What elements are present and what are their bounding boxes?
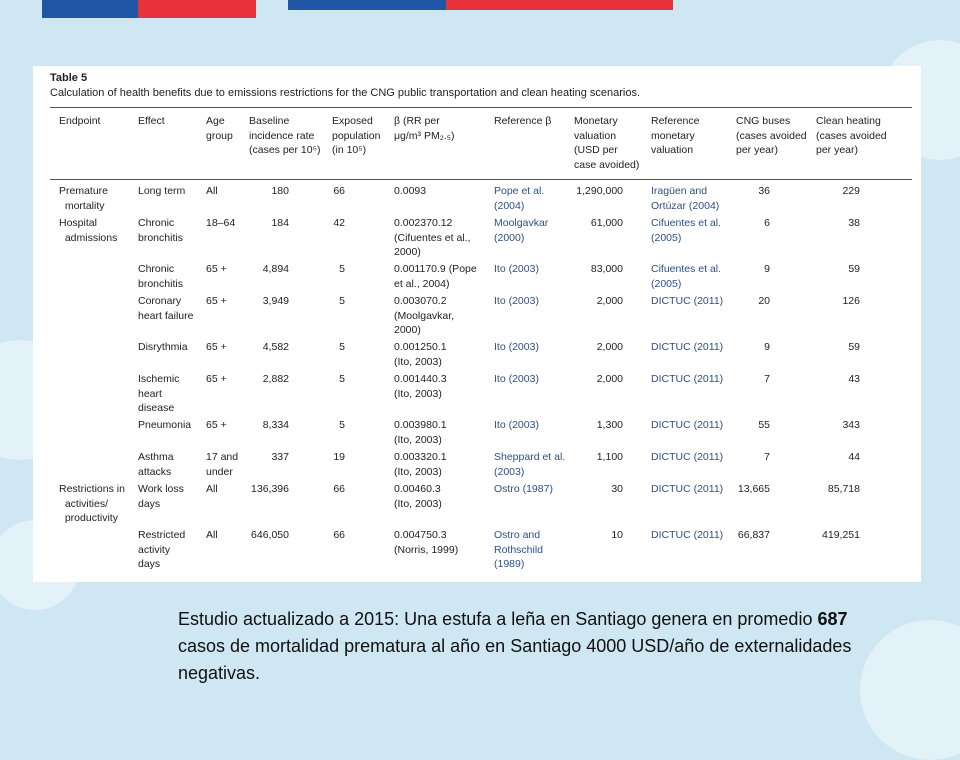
table-cell-ref-monetary: DICTUC (2011): [651, 451, 724, 463]
table-cell-monetary: 1,100: [596, 451, 623, 463]
table-cell-age: All: [206, 483, 218, 495]
table-cell-effect: Chronic bronchitis: [138, 263, 183, 290]
table-header-rule: [50, 179, 912, 180]
table-cell-ref-beta: Ito (2003): [494, 373, 539, 385]
table-cell-baseline: 184: [271, 217, 289, 229]
table-cell-ref-monetary: DICTUC (2011): [651, 373, 724, 385]
table-cell-heating: 85,718: [827, 483, 860, 495]
table-cell-age: All: [206, 529, 218, 541]
table-cell-beta: 0.002370.12 (Cifuentes et al., 2000): [394, 217, 471, 258]
table-cell-beta: 0.003320.1 (Ito, 2003): [394, 451, 447, 478]
column-header: β (RR per μg/m³ PM₂.₅): [394, 115, 455, 142]
note-text: Estudio actualizado a 2015: Una estufa a leña en Santiago genera en promedio: [178, 609, 818, 629]
table-cell-cng: 20: [758, 295, 770, 307]
table-cell-effect: Restricted activity days: [138, 529, 186, 570]
table-cell-age: 65 +: [206, 263, 227, 275]
table-cell-beta: 0.001170.9 (Pope et al., 2004): [394, 263, 477, 290]
note-text: casos de mortalidad prematura al año en Santiago 4000 USD/año de externalidades negativas.: [178, 636, 852, 683]
table-caption: Calculation of health benefits due to emissions restrictions for the CNG public transportation and clean heating scenarios.: [50, 87, 641, 99]
table-cell-ref-beta: Ito (2003): [494, 419, 539, 431]
table-cell-ref-beta: Ito (2003): [494, 341, 539, 353]
column-header: CNG buses (cases avoided per year): [736, 115, 807, 156]
column-header: Baseline incidence rate (cases per 10⁵): [249, 115, 321, 156]
table-cell-effect: Long term: [138, 185, 186, 197]
table-cell-exposed: 42: [333, 217, 345, 229]
table-cell-monetary: 1,300: [596, 419, 623, 431]
table-cell-baseline: 646,050: [251, 529, 289, 541]
column-header: Exposed population (in 10⁵): [332, 115, 381, 156]
column-header: Clean heating (cases avoided per year): [816, 115, 887, 156]
table-cell-baseline: 180: [271, 185, 289, 197]
table-cell-endpoint: Restrictions in activities/ productivity: [59, 483, 125, 524]
table-cell-ref-monetary: Cifuentes et al. (2005): [651, 263, 722, 290]
table-cell-baseline: 2,882: [262, 373, 289, 385]
table-cell-beta: 0.003070.2 (Moolgavkar, 2000): [394, 295, 455, 336]
table-cell-ref-monetary: DICTUC (2011): [651, 529, 724, 541]
table-cell-baseline: 337: [271, 451, 289, 463]
table-cell-effect: Asthma attacks: [138, 451, 174, 478]
table-label: Table 5: [50, 72, 88, 84]
header-bar-red: [446, 0, 673, 10]
table-cell-ref-monetary: Cifuentes et al. (2005): [651, 217, 722, 244]
table-cell-heating: 44: [848, 451, 860, 463]
column-header: Age group: [206, 115, 233, 142]
table-cell-exposed: 5: [339, 263, 345, 275]
table-cell-cng: 6: [764, 217, 770, 229]
table-cell-cng: 7: [764, 451, 770, 463]
table-cell-baseline: 4,894: [262, 263, 289, 275]
table-cell-heating: 59: [848, 341, 860, 353]
table-cell-monetary: 83,000: [590, 263, 623, 275]
table-cell-monetary: 2,000: [596, 341, 623, 353]
table-cell-cng: 9: [764, 341, 770, 353]
table-cell-effect: Ischemic heart disease: [138, 373, 180, 414]
table-cell-baseline: 8,334: [262, 419, 289, 431]
table-cell-exposed: 5: [339, 373, 345, 385]
column-header: Effect: [138, 115, 165, 127]
table-cell-ref-monetary: DICTUC (2011): [651, 295, 724, 307]
summary-note: [178, 606, 878, 687]
column-header: Reference β: [494, 115, 552, 127]
table-cell-baseline: 136,396: [251, 483, 289, 495]
column-header: Endpoint: [59, 115, 101, 127]
table-top-rule: [50, 107, 912, 108]
table-cell-ref-beta: Ito (2003): [494, 295, 539, 307]
table-cell-ref-beta: Ostro and Rothschild (1989): [494, 529, 544, 570]
table-cell-age: 18–64: [206, 217, 236, 229]
table-cell-endpoint: Premature mortality: [59, 185, 109, 212]
note-highlight: 687: [817, 609, 848, 629]
table-cell-effect: Chronic bronchitis: [138, 217, 183, 244]
table-cell-baseline: 4,582: [262, 341, 289, 353]
table-cell-heating: 229: [842, 185, 860, 197]
table-cell-ref-beta: Sheppard et al. (2003): [494, 451, 566, 478]
table-cell-exposed: 5: [339, 295, 345, 307]
table-cell-baseline: 3,949: [262, 295, 289, 307]
table-cell-ref-beta: Moolgavkar (2000): [494, 217, 549, 244]
table-cell-heating: 419,251: [822, 529, 860, 541]
table-cell-exposed: 5: [339, 419, 345, 431]
table-cell-ref-beta: Ostro (1987): [494, 483, 553, 495]
table-cell-effect: Pneumonia: [138, 419, 192, 431]
table-cell-beta: 0.001440.3 (Ito, 2003): [394, 373, 447, 400]
table-cell-beta: 0.004750.3 (Norris, 1999): [394, 529, 459, 556]
table-cell-age: 65 +: [206, 295, 227, 307]
table-cell-age: 65 +: [206, 341, 227, 353]
table-cell-monetary: 10: [611, 529, 623, 541]
table-cell-beta: 0.0093: [394, 185, 427, 197]
table-cell-age: 65 +: [206, 373, 227, 385]
table-cell-monetary: 1,290,000: [576, 185, 623, 197]
table-cell-ref-beta: Pope et al. (2004): [494, 185, 545, 212]
table-cell-cng: 36: [758, 185, 770, 197]
table-cell-exposed: 66: [333, 185, 345, 197]
table-cell-cng: 7: [764, 373, 770, 385]
table-cell-monetary: 2,000: [596, 373, 623, 385]
table-cell-ref-monetary: DICTUC (2011): [651, 483, 724, 495]
table-cell-cng: 66,837: [737, 529, 770, 541]
header-bar-blue: [42, 0, 138, 18]
table-cell-exposed: 5: [339, 341, 345, 353]
table-cell-age: 65 +: [206, 419, 227, 431]
table-cell-effect: Work loss days: [138, 483, 184, 510]
column-header: Monetary valuation (USD per case avoided): [574, 115, 640, 171]
table-cell-exposed: 66: [333, 483, 345, 495]
table-cell-beta: 0.00460.3 (Ito, 2003): [394, 483, 442, 510]
table-cell-beta: 0.003980.1 (Ito, 2003): [394, 419, 447, 446]
table-cell-cng: 13,665: [737, 483, 770, 495]
table-cell-heating: 126: [842, 295, 860, 307]
header-bar-blue: [288, 0, 446, 10]
table-cell-age: All: [206, 185, 218, 197]
table-cell-effect: Coronary heart failure: [138, 295, 194, 322]
table-cell-age: 17 and under: [206, 451, 239, 478]
table-cell-heating: 59: [848, 263, 860, 275]
table-cell-endpoint: Hospital admissions: [59, 217, 118, 244]
column-header: Reference monetary valuation: [651, 115, 700, 156]
table-cell-ref-monetary: Iragüen and Ortúzar (2004): [651, 185, 720, 212]
table-cell-monetary: 30: [611, 483, 623, 495]
table-cell-effect: Disrythmia: [138, 341, 188, 353]
table-cell-beta: 0.001250.1 (Ito, 2003): [394, 341, 447, 368]
table-cell-monetary: 2,000: [596, 295, 623, 307]
table-cell-cng: 9: [764, 263, 770, 275]
table-cell-heating: 343: [842, 419, 860, 431]
table-cell-heating: 43: [848, 373, 860, 385]
table-cell-ref-monetary: DICTUC (2011): [651, 419, 724, 431]
table-image: [33, 66, 921, 582]
table-cell-ref-beta: Ito (2003): [494, 263, 539, 275]
table-cell-monetary: 61,000: [590, 217, 623, 229]
table-cell-ref-monetary: DICTUC (2011): [651, 341, 724, 353]
table-cell-exposed: 66: [333, 529, 345, 541]
header-bar-red: [138, 0, 256, 18]
table-cell-heating: 38: [848, 217, 860, 229]
table-cell-exposed: 19: [333, 451, 345, 463]
table-cell-cng: 55: [758, 419, 770, 431]
